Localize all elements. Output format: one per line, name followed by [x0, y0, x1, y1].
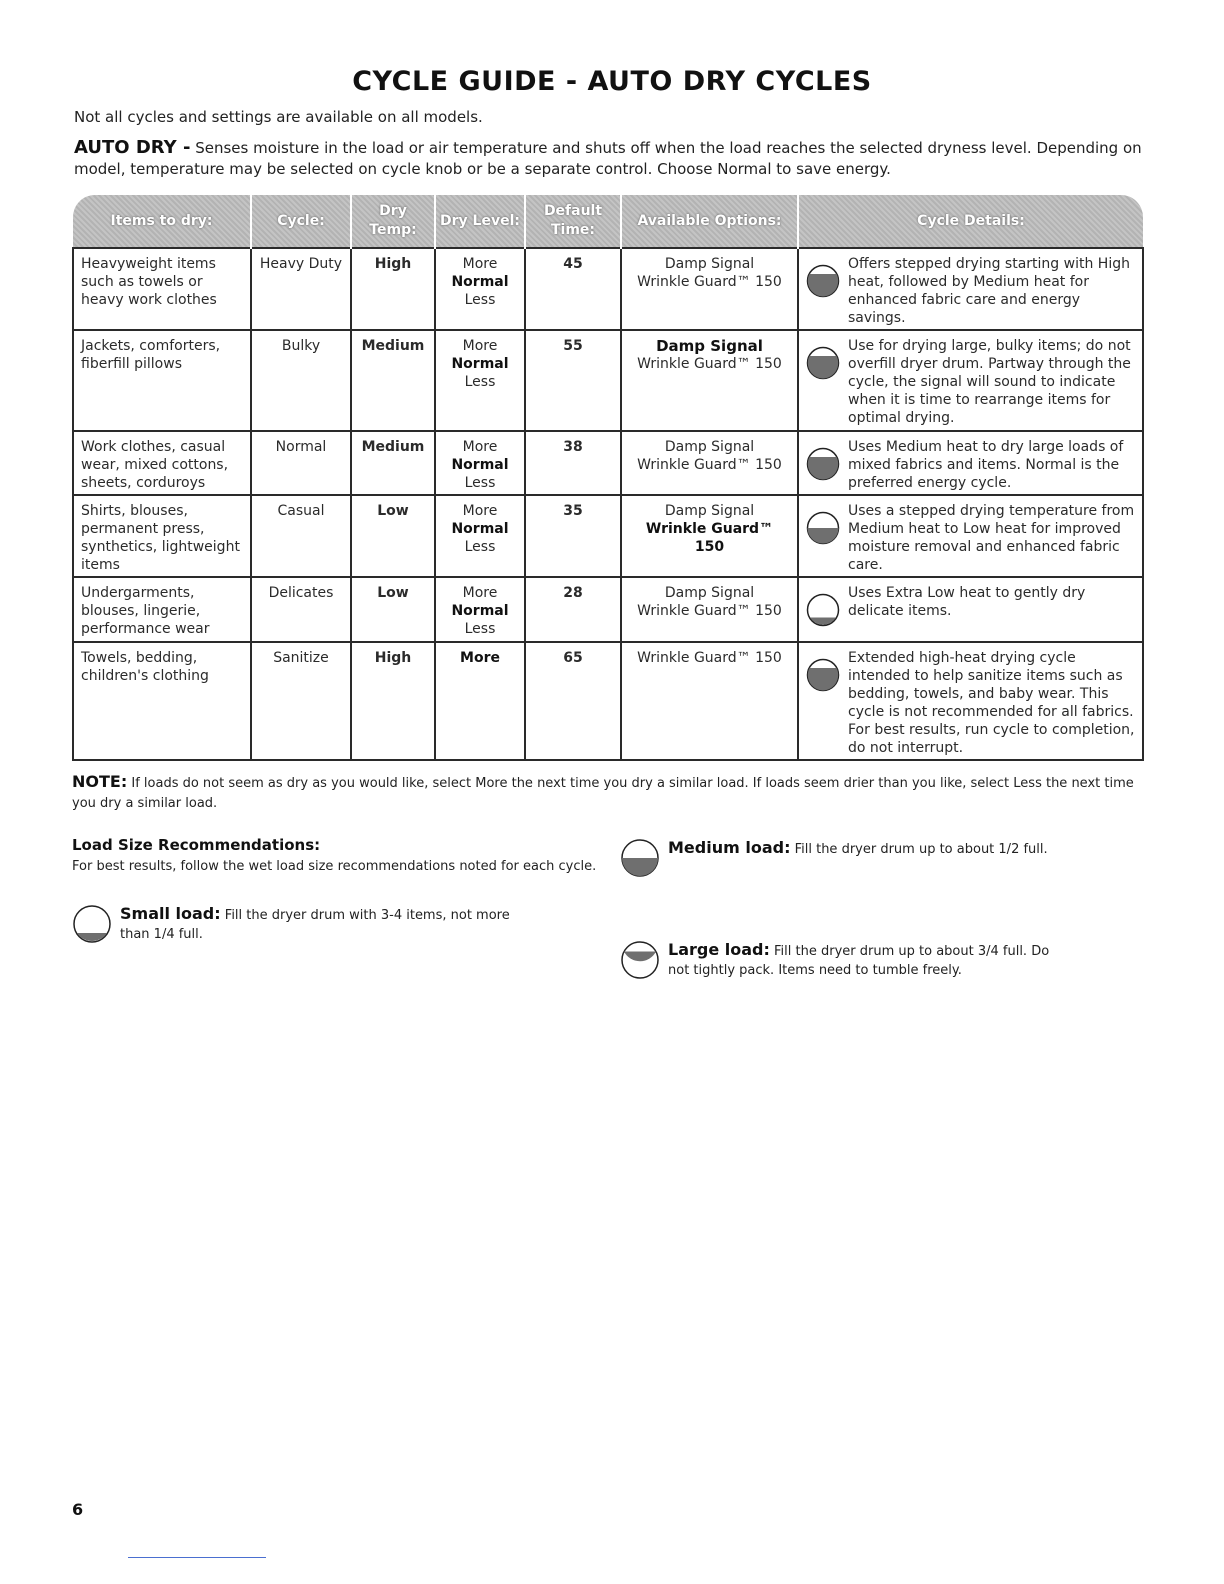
large-load-label: Large load:: [668, 940, 770, 959]
level-less: Less: [464, 539, 496, 555]
temp-cell: High: [351, 642, 435, 760]
cycle-cell: Delicates: [251, 577, 351, 642]
level-normal: Normal: [451, 603, 509, 619]
details-text: Uses Extra Low heat to gently dry delicate items.: [848, 585, 1086, 619]
header-cycle-details: Cycle Details:: [798, 195, 1143, 248]
dial-icon-large-load: [806, 264, 840, 298]
medium-load-item: [620, 838, 1090, 878]
options-cell: [621, 248, 798, 330]
level-cell: [435, 330, 525, 431]
load-size-description: For best results, follow the wet load size recommendations noted for each cycle.: [72, 859, 597, 874]
load-size-heading: Load Size Recommendations:: [72, 836, 321, 854]
table-row: [73, 248, 1143, 330]
details-cell: [798, 330, 1143, 431]
header-default-time: Default Time:: [525, 195, 621, 248]
cycle-cell: Heavy Duty: [251, 248, 351, 330]
option-damp-signal: Damp Signal: [664, 585, 755, 601]
temp-cell: Low: [351, 495, 435, 577]
temp-cell: Medium: [351, 330, 435, 431]
dryness-note: [72, 772, 1152, 814]
header-dry-temp: Dry Temp:: [351, 195, 435, 248]
items-cell: Undergarments, blouses, lingerie, performance wear: [73, 577, 251, 642]
cycle-cell: Normal: [251, 431, 351, 495]
level-normal: Normal: [451, 356, 509, 372]
details-cell: [798, 642, 1143, 760]
time-cell: 38: [525, 431, 621, 495]
cycle-cell: Casual: [251, 495, 351, 577]
medium-load-text: Fill the dryer drum up to about 1/2 full.: [790, 842, 1048, 857]
temp-cell: Medium: [351, 431, 435, 495]
options-cell: [621, 495, 798, 577]
option-wrinkle-guard: Wrinkle Guard™ 150: [637, 603, 782, 619]
dial-icon-large-load: [806, 447, 840, 481]
small-load-text: Fill the dryer drum with 3-4 items, not more than 1/4 full.: [120, 908, 510, 942]
options-cell: [621, 330, 798, 431]
time-cell: 55: [525, 330, 621, 431]
option-wrinkle-guard: Wrinkle Guard™ 150: [637, 457, 782, 473]
header-available-options: Available Options:: [621, 195, 798, 248]
table-header-row: [73, 195, 1143, 248]
option-wrinkle-guard: Wrinkle Guard™ 150: [645, 521, 774, 555]
page-title: CYCLE GUIDE - AUTO DRY CYCLES: [352, 66, 872, 97]
details-cell: [798, 248, 1143, 330]
option-damp-signal: Damp Signal: [664, 256, 755, 272]
auto-dry-intro: [74, 137, 1154, 180]
auto-dry-text: Senses moisture in the load or air temperature and shuts off when the load reaches the selected dryness level. Depending on model, temperature may be selected on cycle knob or be a separate control. Choose Normal to save energy.: [74, 139, 1142, 178]
time-cell: 45: [525, 248, 621, 330]
temp-cell: Low: [351, 577, 435, 642]
items-cell: Heavyweight items such as towels or heavy work clothes: [73, 248, 251, 330]
small-load-item: [72, 904, 512, 944]
level-cell: [435, 577, 525, 642]
level-cell: [435, 431, 525, 495]
options-cell: [621, 642, 798, 760]
level-more: More: [462, 439, 498, 455]
details-text: Uses Medium heat to dry large loads of mixed fabrics and items. Normal is the preferred energy cycle.: [848, 439, 1124, 491]
large-load-text: Fill the dryer drum up to about 3/4 full. Do not tightly pack. Items need to tumble freely.: [668, 944, 1050, 978]
option-wrinkle-guard: Wrinkle Guard™ 150: [637, 356, 782, 372]
level-cell: [435, 248, 525, 330]
auto-dry-label: AUTO DRY -: [74, 137, 191, 158]
items-cell: Jackets, comforters, fiberfill pillows: [73, 330, 251, 431]
medium-load-label: Medium load:: [668, 838, 791, 857]
dial-icon-medium-load: [806, 511, 840, 545]
option-wrinkle-guard: Wrinkle Guard™ 150: [637, 274, 782, 290]
level-less: Less: [464, 475, 496, 491]
table-row: [73, 330, 1143, 431]
time-cell: 28: [525, 577, 621, 642]
level-more: More: [462, 503, 498, 519]
items-cell: Towels, bedding, children's clothing: [73, 642, 251, 760]
note-label: NOTE:: [72, 772, 128, 791]
options-cell: [621, 577, 798, 642]
level-less: Less: [464, 292, 496, 308]
time-cell: 35: [525, 495, 621, 577]
details-text: Uses a stepped drying temperature from Medium heat to Low heat for improved moisture removal and enhanced fabric care.: [848, 503, 1135, 573]
option-damp-signal: Damp Signal: [664, 503, 755, 519]
dial-icon-large-load: [806, 658, 840, 692]
level-normal: Normal: [451, 274, 509, 290]
dial-icon-large-load: [806, 346, 840, 380]
level-cell: [435, 495, 525, 577]
level-more: More: [462, 338, 498, 354]
table-row: [73, 642, 1143, 760]
level-more: More: [462, 585, 498, 601]
header-dry-level: Dry Level:: [435, 195, 525, 248]
small-load-label: Small load:: [120, 904, 221, 923]
details-text: Extended high-heat drying cycle intended to help sanitize items such as bedding, towels, and baby wear. This cycle is not recommended for all fabrics. For best results, run cycle to completion, do not interrupt.: [848, 650, 1135, 756]
details-cell: [798, 431, 1143, 495]
items-cell: Work clothes, casual wear, mixed cottons, sheets, corduroys: [73, 431, 251, 495]
cycle-cell: Sanitize: [251, 642, 351, 760]
level-more: More: [460, 650, 500, 666]
level-more: More: [462, 256, 498, 272]
level-less: Less: [464, 374, 496, 390]
details-text: Use for drying large, bulky items; do not overfill dryer drum. Partway through the cycle, the signal will sound to indicate when it is time to rearrange items for optimal drying.: [848, 338, 1131, 426]
table-row: [73, 495, 1143, 577]
details-cell: [798, 577, 1143, 642]
header-cycle: Cycle:: [251, 195, 351, 248]
table-row: [73, 577, 1143, 642]
temp-cell: High: [351, 248, 435, 330]
header-items: Items to dry:: [73, 195, 251, 248]
items-cell: Shirts, blouses, permanent press, synthetics, lightweight items: [73, 495, 251, 577]
time-cell: 65: [525, 642, 621, 760]
page-number: 6: [72, 1500, 84, 1519]
level-less: Less: [464, 621, 496, 637]
table-row: [73, 431, 1143, 495]
option-wrinkle-guard: Wrinkle Guard™ 150: [637, 650, 782, 666]
details-cell: [798, 495, 1143, 577]
footer-divider: [128, 1557, 266, 1558]
option-damp-signal: Damp Signal: [664, 439, 755, 455]
availability-note: Not all cycles and settings are available on all models.: [74, 108, 483, 126]
cycle-guide-table: [72, 195, 1144, 761]
cycle-cell: Bulky: [251, 330, 351, 431]
large-load-item: [620, 940, 1060, 980]
medium-load-icon: [620, 838, 660, 878]
small-load-icon: [72, 904, 112, 944]
option-damp-signal: Damp Signal: [656, 337, 763, 355]
level-cell: [435, 642, 525, 760]
note-text: If loads do not seem as dry as you would like, select More the next time you dry a similar load. If loads seem drier than you like, select Less the next time you dry a similar load.: [72, 776, 1134, 811]
level-normal: Normal: [451, 521, 509, 537]
large-load-icon: [620, 940, 660, 980]
details-text: Offers stepped drying starting with High heat, followed by Medium heat for enhanced fabric care and energy savings.: [848, 256, 1130, 326]
options-cell: [621, 431, 798, 495]
dial-icon-small-load: [806, 593, 840, 627]
level-normal: Normal: [451, 457, 509, 473]
